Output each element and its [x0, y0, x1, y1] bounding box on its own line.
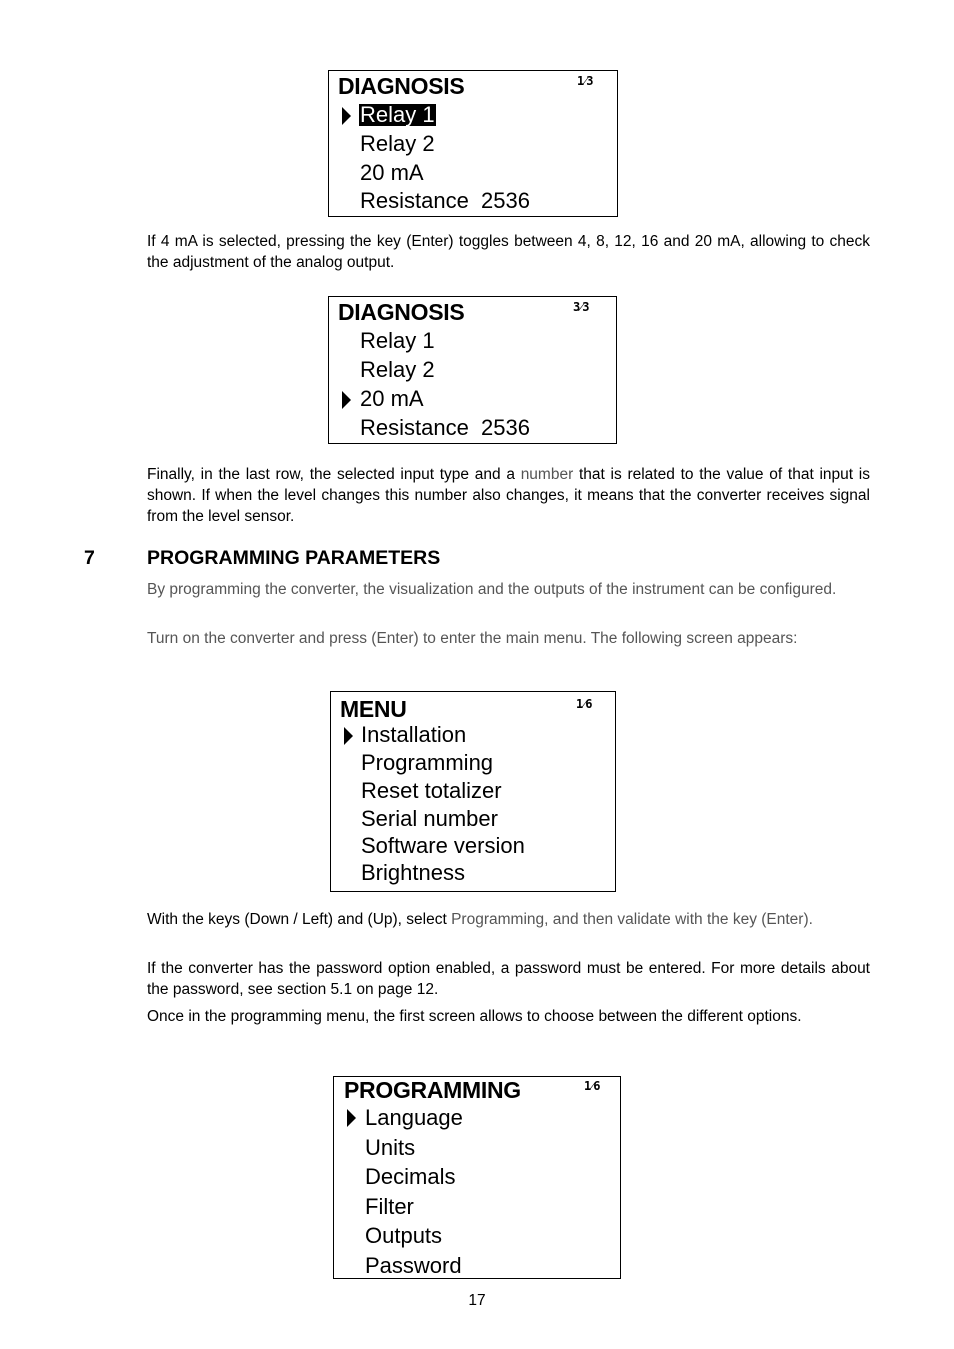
menu-row-language-selected: Language [365, 1105, 463, 1130]
menu-row-software-version: Software version [361, 833, 525, 858]
diagnosis-screen-2 [328, 296, 617, 444]
menu-row-filter: Filter [365, 1194, 414, 1219]
page-number: 17 [468, 1292, 486, 1309]
menu-row-installation-selected: Installation [361, 722, 467, 747]
menu-row-relay-2: Relay 2 [360, 357, 435, 382]
screen-page-indicator: 1⁄6 [576, 697, 593, 711]
menu-row-relay-1-selected: Relay 1 [360, 102, 435, 127]
screen-title: DIAGNOSIS [338, 73, 465, 99]
paragraph-text: Finally, in the last row, the selected input type and a [147, 466, 521, 483]
paragraph-text-grey: Programming, and then validate with the key (Enter). [451, 911, 813, 928]
paragraph-select-programming [147, 909, 870, 930]
section-title: PROGRAMMING PARAMETERS [147, 547, 441, 569]
menu-row-resistance: Resistance 2536 [360, 188, 530, 213]
selection-arrow-icon [344, 727, 353, 745]
menu-row-20ma: 20 mA [360, 160, 424, 185]
screen-page-indicator: 1⁄6 [584, 1079, 601, 1093]
screen-title: DIAGNOSIS [338, 299, 465, 325]
menu-row-password: Password [365, 1253, 462, 1278]
menu-row-programming: Programming [361, 750, 494, 775]
menu-row-decimals: Decimals [365, 1164, 456, 1189]
menu-row-reset-totalizer: Reset totalizer [361, 778, 502, 803]
screen-title: MENU [340, 696, 407, 722]
selection-arrow-icon [347, 1109, 356, 1127]
menu-row-brightness: Brightness [361, 860, 465, 885]
highlight-number: number [520, 466, 574, 483]
paragraph-text: With the keys (Down / Left) and (Up), select [147, 911, 452, 928]
section-number: 7 [84, 547, 95, 569]
paragraph-4ma-toggle: If 4 mA is selected, pressing the key (Enter) toggles between 4, 8, 12, 16 and 20 mA, allowing to check the adjustment of the analog output. [147, 233, 870, 271]
paragraph-turn-on: Turn on the converter and press (Enter) to enter the main menu. The following screen appears: [147, 630, 798, 647]
paragraph-text: that is related to the value of that input is shown. If when the level changes this number also changes, it means that the converter receives signal from the level sensor. [147, 466, 870, 525]
main-menu-screen [330, 691, 616, 892]
selection-arrow-icon [342, 391, 351, 409]
menu-row-serial-number: Serial number [361, 806, 498, 831]
screen-page-indicator: 1⁄3 [577, 74, 594, 88]
programming-screen [333, 1076, 621, 1279]
menu-row-units: Units [365, 1135, 416, 1160]
screen-title: PROGRAMMING [344, 1077, 521, 1103]
menu-row-relay-2: Relay 2 [360, 131, 435, 156]
paragraph-programming-intro: By programming the converter, the visualization and the outputs of the instrument can be configured. [147, 581, 837, 598]
menu-row-20ma-selected: 20 mA [360, 386, 424, 411]
menu-row-resistance: Resistance 2536 [360, 415, 530, 440]
menu-row-outputs: Outputs [365, 1223, 443, 1248]
selection-arrow-icon [342, 107, 351, 125]
paragraph-programming-menu: Once in the programming menu, the first screen allows to choose between the different options. [147, 1008, 802, 1025]
paragraph-last-row [147, 464, 870, 527]
diagnosis-screen-1 [328, 70, 618, 217]
paragraph-password: If the converter has the password option enabled, a password must be entered. For more details about the password, see section 5.1 on page 12. [147, 960, 870, 998]
menu-row-relay-1: Relay 1 [360, 328, 435, 353]
screen-page-indicator: 3⁄3 [573, 300, 590, 314]
